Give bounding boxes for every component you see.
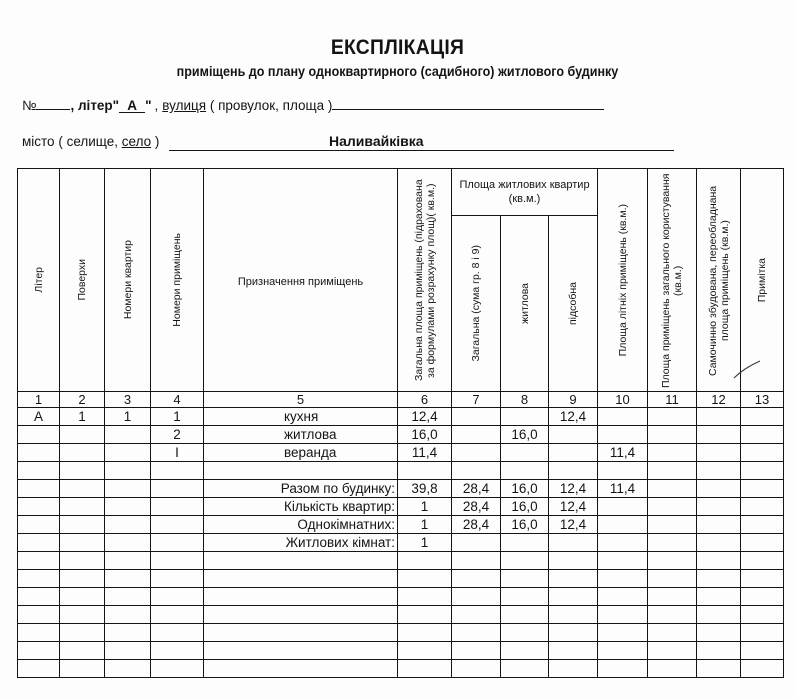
- table-cell: [697, 624, 741, 642]
- table-cell: [18, 534, 60, 552]
- table-cell: [648, 642, 697, 660]
- table-cell: [549, 426, 598, 444]
- liter-field[interactable]: А: [119, 98, 145, 113]
- table-cell: Кількість квартир:: [204, 498, 398, 516]
- empty-row: [18, 642, 784, 660]
- table-cell: [741, 534, 784, 552]
- table-cell: [18, 462, 60, 480]
- table-cell: [741, 426, 784, 444]
- table-cell: 12,4: [398, 408, 452, 426]
- table-cell: [501, 588, 549, 606]
- table-cell: [697, 498, 741, 516]
- header-apartments-total-text: Загальна (сума гр. 8 і 9): [470, 245, 482, 362]
- table-cell: [151, 516, 204, 534]
- table-cell: [549, 642, 598, 660]
- header-row: [18, 169, 784, 216]
- pen-mark-icon: [732, 358, 762, 380]
- column-number: 11: [648, 392, 697, 408]
- table-cell: [398, 624, 452, 642]
- street-field[interactable]: [332, 97, 604, 110]
- table-cell: [452, 588, 501, 606]
- table-cell: [741, 660, 784, 678]
- column-number-row: [18, 392, 784, 408]
- table-cell: [648, 444, 697, 462]
- table-cell: [697, 516, 741, 534]
- table-row: [18, 426, 784, 444]
- table-cell: [741, 408, 784, 426]
- table-cell: [204, 552, 398, 570]
- city-label-village: село: [121, 134, 152, 149]
- table-cell: [151, 534, 204, 552]
- table-cell: [549, 588, 598, 606]
- header-total-area-text: Загальна площа приміщень (підрахована за формулами розрахунку площ)( кв.м.): [412, 179, 437, 381]
- header-floors-text: Поверхи: [76, 259, 88, 301]
- header-note-text: Примітка: [756, 257, 768, 303]
- column-number: 7: [452, 392, 501, 408]
- table-cell: 39,8: [398, 480, 452, 498]
- table-row: [18, 408, 784, 426]
- table-cell: [598, 426, 648, 444]
- table-cell: [60, 534, 105, 552]
- header-apartments-total: [452, 216, 501, 392]
- table-cell: [501, 552, 549, 570]
- empty-row: [18, 624, 784, 642]
- table-cell: [549, 624, 598, 642]
- column-number: 8: [501, 392, 549, 408]
- table-cell: [452, 462, 501, 480]
- column-number: 3: [105, 392, 151, 408]
- table-cell: [151, 570, 204, 588]
- table-cell: 12,4: [549, 408, 598, 426]
- table-cell: [697, 480, 741, 498]
- table-cell: [697, 606, 741, 624]
- table-cell: [105, 534, 151, 552]
- table-cell: 16,0: [398, 426, 452, 444]
- table-cell: [452, 570, 501, 588]
- table-cell: [741, 588, 784, 606]
- table-cell: 12,4: [549, 498, 598, 516]
- table-cell: [105, 570, 151, 588]
- table-cell: [105, 426, 151, 444]
- table-cell: [697, 570, 741, 588]
- table-cell: 11,4: [598, 480, 648, 498]
- table-cell: [501, 660, 549, 678]
- table-cell: 16,0: [501, 426, 549, 444]
- table-cell: [60, 498, 105, 516]
- table-cell: [204, 462, 398, 480]
- header-room-purpose: [204, 169, 398, 392]
- table-cell: [741, 552, 784, 570]
- city-value: Наливайківка: [329, 133, 424, 149]
- table-cell: [60, 444, 105, 462]
- document-subtitle: приміщень до плану однoквартирного (садибного) житлового будинку: [176, 64, 619, 79]
- table-cell: [398, 660, 452, 678]
- table-cell: [697, 660, 741, 678]
- column-number: 4: [151, 392, 204, 408]
- table-cell: [648, 408, 697, 426]
- table-cell: [204, 570, 398, 588]
- table-cell: [648, 516, 697, 534]
- table-cell: [452, 534, 501, 552]
- table-cell: [151, 462, 204, 480]
- table-cell: 16,0: [501, 498, 549, 516]
- table-cell: [648, 498, 697, 516]
- column-number: 13: [741, 392, 784, 408]
- table-cell: [741, 606, 784, 624]
- table-cell: [501, 642, 549, 660]
- table-cell: [501, 534, 549, 552]
- table-cell: [105, 552, 151, 570]
- address-line: [22, 97, 604, 113]
- header-floors: [60, 169, 105, 392]
- table-cell: [204, 660, 398, 678]
- header-liter: [18, 169, 60, 392]
- table-cell: [741, 480, 784, 498]
- table-cell: [697, 426, 741, 444]
- table-cell: 28,4: [452, 480, 501, 498]
- empty-row: [18, 570, 784, 588]
- table-cell: [741, 516, 784, 534]
- table-cell: [105, 660, 151, 678]
- table-cell: [452, 444, 501, 462]
- table-cell: [648, 426, 697, 444]
- city-label: [22, 134, 159, 149]
- table-cell: [501, 624, 549, 642]
- table-cell: [18, 444, 60, 462]
- table-cell: [398, 462, 452, 480]
- table-cell: [60, 588, 105, 606]
- table-cell: [105, 606, 151, 624]
- table-cell: [741, 444, 784, 462]
- header-liter-text: Літер: [32, 267, 45, 293]
- empty-row: [18, 606, 784, 624]
- table-cell: А: [18, 408, 60, 426]
- table-cell: [204, 642, 398, 660]
- column-number: 6: [398, 392, 452, 408]
- table-cell: 16,0: [501, 516, 549, 534]
- table-cell: [501, 408, 549, 426]
- table-cell: І: [151, 444, 204, 462]
- document-title: ЕКСПЛІКАЦІЯ: [330, 36, 465, 59]
- table-cell: [549, 552, 598, 570]
- table-cell: [452, 426, 501, 444]
- table-cell: 11,4: [398, 444, 452, 462]
- table-cell: [18, 516, 60, 534]
- table-cell: [204, 624, 398, 642]
- table-row: [18, 462, 784, 480]
- table-cell: [741, 624, 784, 642]
- table-cell: [648, 570, 697, 588]
- table-cell: [105, 624, 151, 642]
- table-cell: [598, 660, 648, 678]
- column-number: 12: [697, 392, 741, 408]
- table-cell: [549, 462, 598, 480]
- header-summer-area-text: Площа літніх приміщень (кв.м.): [616, 203, 629, 357]
- table-cell: [105, 480, 151, 498]
- table-cell: 12,4: [549, 516, 598, 534]
- table-cell: [598, 588, 648, 606]
- table-cell: [598, 624, 648, 642]
- table-cell: [598, 642, 648, 660]
- empty-row: [18, 660, 784, 678]
- table-cell: [18, 498, 60, 516]
- table-cell: [697, 444, 741, 462]
- table-cell: 16,0: [501, 480, 549, 498]
- table-cell: [452, 606, 501, 624]
- table-cell: [151, 606, 204, 624]
- table-cell: [452, 552, 501, 570]
- table-cell: [648, 624, 697, 642]
- header-auxiliary: [549, 216, 598, 392]
- table-cell: [18, 426, 60, 444]
- table-cell: 1: [151, 408, 204, 426]
- table-cell: [452, 624, 501, 642]
- table-cell: [60, 606, 105, 624]
- column-number: 1: [18, 392, 60, 408]
- header-unauthorized-area-text: Самочинно збудована, переобладнана площа приміщень (кв.м.): [706, 184, 731, 376]
- table-cell: [18, 606, 60, 624]
- column-number: 9: [549, 392, 598, 408]
- header-room-numbers: [151, 169, 204, 392]
- table-cell: [204, 606, 398, 624]
- column-number: 2: [60, 392, 105, 408]
- empty-row: [18, 588, 784, 606]
- table-cell: Житлових кімнат:: [204, 534, 398, 552]
- table-cell: [598, 408, 648, 426]
- table-cell: [549, 606, 598, 624]
- table-cell: кухня: [204, 408, 398, 426]
- table-cell: [501, 462, 549, 480]
- city-label-suffix: ): [151, 134, 160, 149]
- table-cell: [18, 642, 60, 660]
- table-cell: [60, 624, 105, 642]
- table-cell: [151, 480, 204, 498]
- table-cell: [697, 642, 741, 660]
- table-cell: [452, 660, 501, 678]
- header-auxiliary-text: підсобна: [567, 282, 579, 326]
- table-cell: [18, 480, 60, 498]
- liter-label: , літер": [70, 98, 120, 113]
- table-cell: [741, 462, 784, 480]
- street-label: вулиця: [162, 98, 207, 113]
- table-cell: [598, 534, 648, 552]
- header-living-text: житлова: [518, 283, 531, 325]
- table-cell: [598, 462, 648, 480]
- table-cell: 1: [105, 408, 151, 426]
- table-cell: [105, 588, 151, 606]
- table-cell: [151, 642, 204, 660]
- table-cell: [648, 606, 697, 624]
- city-label-prefix: місто ( селище,: [22, 134, 122, 149]
- header-living: [501, 216, 549, 392]
- table-cell: Разом по будинку:: [204, 480, 398, 498]
- city-field[interactable]: [169, 134, 674, 151]
- table-cell: 11,4: [598, 444, 648, 462]
- header-apartment-numbers-text: Номери квартир: [121, 240, 134, 320]
- table-cell: [741, 642, 784, 660]
- table-cell: 28,4: [452, 516, 501, 534]
- header-living-apartments-area: Площа житлових квартир (кв.м.): [452, 169, 598, 216]
- table-cell: [60, 462, 105, 480]
- table-cell: [501, 444, 549, 462]
- table-cell: 2: [151, 426, 204, 444]
- table-cell: [398, 606, 452, 624]
- table-cell: [648, 588, 697, 606]
- table-cell: [697, 552, 741, 570]
- table-cell: [549, 534, 598, 552]
- table-cell: [648, 534, 697, 552]
- table-cell: 12,4: [549, 480, 598, 498]
- table-cell: [60, 552, 105, 570]
- table-cell: [18, 588, 60, 606]
- header-room-numbers-text: Номери приміщень: [171, 233, 183, 327]
- table-cell: [741, 498, 784, 516]
- table-cell: Однокімнатних:: [204, 516, 398, 534]
- header-room-purpose-text: Призначення приміщень: [237, 275, 364, 288]
- header-summer-area: [598, 169, 648, 392]
- table-cell: [501, 570, 549, 588]
- table-cell: [697, 408, 741, 426]
- column-number: 5: [204, 392, 398, 408]
- table-cell: [598, 570, 648, 588]
- table-cell: [398, 552, 452, 570]
- table-cell: [105, 498, 151, 516]
- summary-row: [18, 480, 784, 498]
- street-label-rest: ( провулок, площа ): [209, 98, 333, 113]
- table-cell: [598, 606, 648, 624]
- table-cell: [697, 588, 741, 606]
- table-cell: 28,4: [452, 498, 501, 516]
- table-cell: [60, 426, 105, 444]
- header-common-area-text: Площа приміщень загального користування (кв.м.): [660, 172, 684, 388]
- table-cell: [549, 570, 598, 588]
- table-cell: [151, 498, 204, 516]
- table-cell: [648, 462, 697, 480]
- table-cell: [452, 642, 501, 660]
- table-cell: [741, 570, 784, 588]
- number-field[interactable]: [36, 97, 70, 110]
- street-sep: ,: [154, 98, 159, 113]
- table-cell: веранда: [204, 444, 398, 462]
- table-cell: [549, 444, 598, 462]
- summary-row: [18, 534, 784, 552]
- table-cell: [204, 588, 398, 606]
- table-cell: [60, 642, 105, 660]
- table-cell: [105, 516, 151, 534]
- table-cell: [60, 660, 105, 678]
- table-cell: [60, 570, 105, 588]
- table-cell: [18, 570, 60, 588]
- empty-row: [18, 552, 784, 570]
- table-row: [18, 444, 784, 462]
- table-cell: [18, 660, 60, 678]
- table-cell: [501, 606, 549, 624]
- summary-row: [18, 498, 784, 516]
- header-total-area: [398, 169, 452, 392]
- table-cell: [398, 570, 452, 588]
- table-cell: [697, 534, 741, 552]
- table-cell: [398, 642, 452, 660]
- header-common-area: [648, 169, 697, 392]
- header-apartment-numbers: [105, 169, 151, 392]
- number-label: №: [22, 98, 37, 113]
- table-cell: [598, 552, 648, 570]
- table-cell: [598, 498, 648, 516]
- table-cell: [398, 588, 452, 606]
- table-cell: [60, 516, 105, 534]
- table-cell: [151, 588, 204, 606]
- table-cell: [648, 480, 697, 498]
- table-cell: житлова: [204, 426, 398, 444]
- summary-row: [18, 516, 784, 534]
- table-cell: 1: [60, 408, 105, 426]
- column-number: 10: [598, 392, 648, 408]
- table-cell: 1: [398, 498, 452, 516]
- table-cell: [151, 660, 204, 678]
- table-cell: [60, 480, 105, 498]
- table-cell: [549, 660, 598, 678]
- table-cell: [598, 516, 648, 534]
- city-line: [22, 133, 424, 149]
- table-cell: [105, 462, 151, 480]
- table-cell: [105, 444, 151, 462]
- table-cell: 1: [398, 516, 452, 534]
- table-cell: [105, 642, 151, 660]
- explication-table: [17, 168, 784, 678]
- table-cell: [151, 552, 204, 570]
- table-cell: [452, 408, 501, 426]
- table-cell: [648, 660, 697, 678]
- table-cell: [697, 462, 741, 480]
- table-cell: [648, 552, 697, 570]
- liter-close: ": [145, 98, 152, 113]
- table-cell: [18, 552, 60, 570]
- table-cell: [151, 624, 204, 642]
- table-cell: [18, 624, 60, 642]
- table-cell: 1: [398, 534, 452, 552]
